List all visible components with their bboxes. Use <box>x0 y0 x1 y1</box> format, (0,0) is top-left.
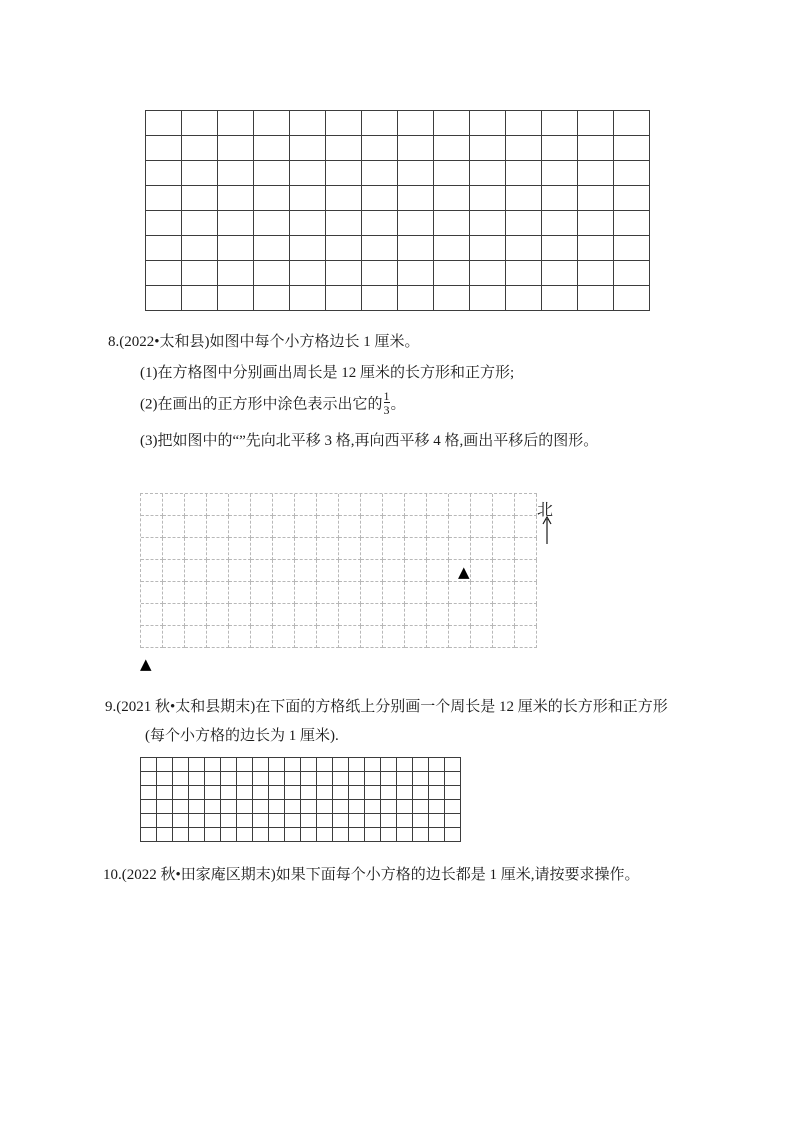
question-8-part2-period: 。 <box>390 396 406 413</box>
question-9-line2: (每个小方格的边长为 1 厘米). <box>145 728 339 744</box>
triangle-shape-marker-outside: ▲ <box>140 655 152 673</box>
question-10-stem: 10.(2022 秋•田家庵区期末)如果下面每个小方格的边长都是 1 厘米,请按要求操作。 <box>103 867 640 883</box>
translation-grid-dotted <box>140 493 537 648</box>
fraction-numerator: 1 <box>383 389 390 403</box>
question-8-stem: 8.(2022•太和县)如图中每个小方格边长 1 厘米。 <box>108 334 420 350</box>
fraction-one-third <box>384 390 390 416</box>
fraction-denominator: 3 <box>383 403 390 417</box>
question-9-line1: 9.(2021 秋•太和县期末)在下面的方格纸上分别画一个周长是 12 厘米的长方形和正方形 <box>105 699 668 715</box>
north-arrow-icon <box>540 515 554 550</box>
question-8-part3: (3)把如图中的“”先向北平移 3 格,再向西平移 4 格,画出平移后的图形。 <box>140 433 599 449</box>
question-8-part1: (1)在方格图中分别画出周长是 12 厘米的长方形和正方形; <box>140 365 515 381</box>
answer-grid-top <box>145 110 650 311</box>
triangle-shape-marker: ▲ <box>458 563 470 581</box>
north-label: 北 <box>537 502 554 519</box>
question-8-part2 <box>140 389 406 418</box>
question-8-part2-text: (2)在画出的正方形中涂色表示出它的 <box>140 396 383 413</box>
answer-grid-bottom <box>140 757 461 842</box>
